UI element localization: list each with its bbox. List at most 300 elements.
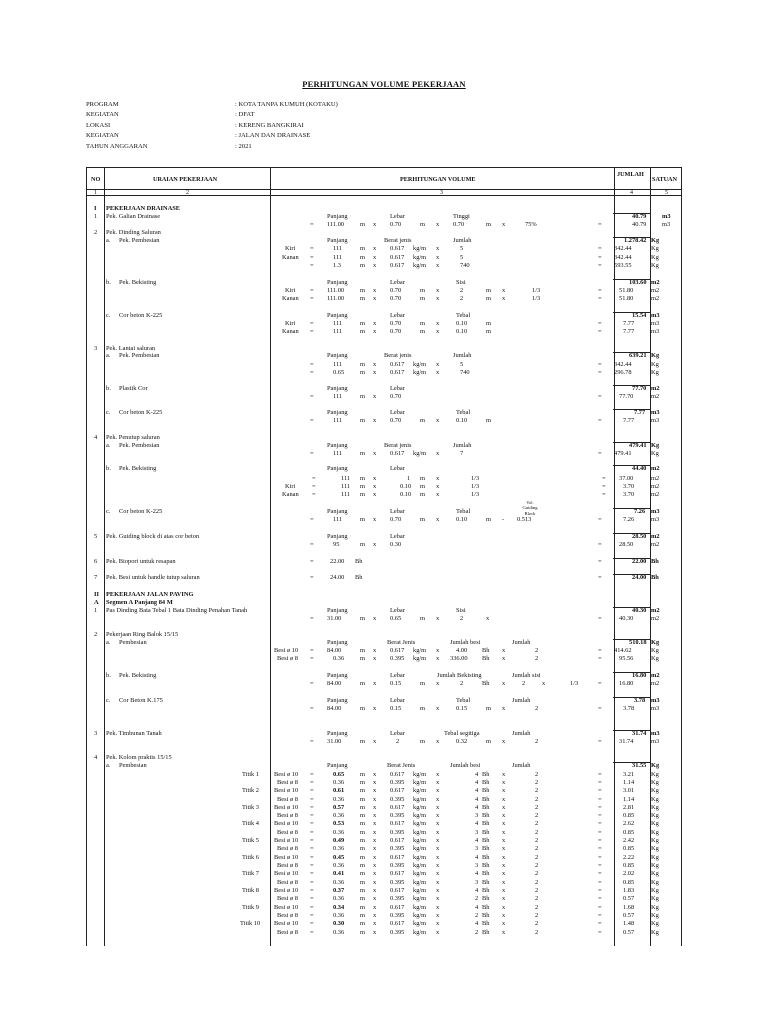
cell-text: = <box>310 904 314 911</box>
cell-text: 16.80 <box>619 680 634 687</box>
cell-text: x <box>502 738 506 745</box>
cell-text: Bh <box>482 887 490 894</box>
cell-text: m3 <box>651 697 660 704</box>
meta-value: : KOTA TANPA KUMUH (KOTAKU) <box>235 101 338 108</box>
cell-text: = <box>598 254 602 261</box>
cell-text: Besi ø 8 <box>277 912 298 919</box>
cell-text: = <box>602 483 606 490</box>
cell-text: 111 <box>341 475 351 482</box>
cell-text: 0.617 <box>390 254 405 261</box>
cell-text: Tinggi <box>453 213 470 220</box>
cell-text: Bh <box>482 680 490 687</box>
cell-text: 0.70 <box>390 287 402 294</box>
cell-text: 3.01 <box>623 787 635 794</box>
cell-text: Kg <box>651 361 659 368</box>
cell-text: = <box>310 812 314 819</box>
cell-text: x <box>502 295 506 302</box>
cell-text: Kg <box>651 870 659 877</box>
cell-text: Bh <box>482 804 490 811</box>
cell-text: Pek. Bekisting <box>119 279 157 286</box>
cell-text: x <box>502 796 506 803</box>
cell-text: 3 <box>475 829 479 836</box>
cell-text: Kg <box>651 862 659 869</box>
cell-text: 0.15 <box>390 680 402 687</box>
cell-text: x <box>373 245 377 252</box>
cell-text: m <box>360 483 365 490</box>
cell-text: m <box>360 361 365 368</box>
cell-text: Panjang <box>327 697 348 704</box>
cell-text: Bh <box>482 845 490 852</box>
cell-text: m <box>420 295 425 302</box>
cell-text: 1/3 <box>471 483 480 490</box>
cell-text: x <box>486 615 490 622</box>
cell-text: Jumlah besi <box>450 639 481 646</box>
cell-text: 0.70 <box>390 295 402 302</box>
cell-text: Kg <box>651 887 659 894</box>
cell-text: x <box>373 450 377 457</box>
cell-text: Titik 3 <box>242 804 259 811</box>
cell-text: Bh <box>355 558 363 565</box>
cell-text: 111 <box>341 483 351 490</box>
cell-text: Kg <box>651 237 660 244</box>
cell-text: m <box>360 647 365 654</box>
cell-text: kg/m <box>413 254 427 261</box>
cell-text: x <box>373 705 377 712</box>
cell-text: 4 <box>475 771 479 778</box>
cell-text: 5 <box>460 361 464 368</box>
cell-text: m2 <box>651 393 660 400</box>
cell-text: 2 <box>535 738 539 745</box>
cell-text: m <box>420 738 425 745</box>
cell-text: Cor beton K-225 <box>119 409 163 416</box>
cell-text: 4 <box>94 754 98 761</box>
cell-text: x <box>502 887 506 894</box>
cell-text: = <box>602 491 606 498</box>
cell-text: 0.36 <box>333 655 345 662</box>
cell-text: 0.57 <box>623 929 635 936</box>
cell-text: x <box>373 787 377 794</box>
cell-text: 1 <box>407 475 411 482</box>
cell-text: 16.80 <box>632 672 647 679</box>
cell-text: 0.617 <box>390 887 405 894</box>
cell-text: 2 <box>94 229 98 236</box>
cell-text: 336.00 <box>450 655 468 662</box>
cell-text: 111 <box>333 320 343 327</box>
cell-text: = <box>310 558 314 565</box>
cell-text: 111 <box>333 245 343 252</box>
cell-text: 3 <box>475 879 479 886</box>
cell-text: 0.395 <box>390 796 405 803</box>
cell-text: m3 <box>651 738 660 745</box>
cell-text: Kg <box>651 254 659 261</box>
cell-text: 0.70 <box>390 393 402 400</box>
cell-text: m <box>360 393 365 400</box>
cell-text: x <box>436 862 440 869</box>
cell-text: 0.10 <box>456 516 468 523</box>
cell-text: 0.617 <box>390 920 405 927</box>
note-line: Guiding <box>522 505 538 511</box>
cell-text: m <box>486 295 491 302</box>
cell-text: x <box>373 320 377 327</box>
cell-text: = <box>310 655 314 662</box>
cell-text: 342.44 <box>614 245 632 252</box>
cell-text: x <box>436 904 440 911</box>
cell-text: Lebar <box>390 533 405 540</box>
cell-text: m <box>360 221 365 228</box>
cell-text: 2 <box>535 804 539 811</box>
cell-text: kg/m <box>413 804 427 811</box>
cell-text: = <box>598 705 602 712</box>
cell-text: 342.44 <box>614 254 632 261</box>
cell-text: 0.36 <box>333 796 345 803</box>
cell-text: x <box>436 221 440 228</box>
cell-text: 0.65 <box>333 771 345 778</box>
cell-text: Kg <box>651 787 659 794</box>
cell-text: m <box>360 820 365 827</box>
cell-text: Panjang <box>327 352 348 359</box>
cell-text: = <box>598 870 602 877</box>
cell-text: 2 <box>535 771 539 778</box>
cell-text: x <box>373 804 377 811</box>
cell-text: 2.42 <box>623 837 635 844</box>
cell-text: 510.18 <box>629 639 647 646</box>
cell-text: x <box>436 870 440 877</box>
cell-text: 0.70 <box>390 320 402 327</box>
cell-text: 28.50 <box>619 541 634 548</box>
cell-text: 2 <box>535 862 539 869</box>
table-body <box>86 196 682 946</box>
meta-value: : KERENG BANGKIRAI <box>235 121 304 129</box>
cell-text: 31.74 <box>632 730 647 737</box>
cell-text: 2 <box>535 929 539 936</box>
cell-text: 0.395 <box>390 812 405 819</box>
total-rule <box>613 730 651 731</box>
meta-row <box>86 142 338 152</box>
cell-text: 4 <box>475 837 479 844</box>
cell-text: kg/m <box>413 812 427 819</box>
cell-text: Jumlah <box>512 762 531 769</box>
cell-text: x <box>502 221 506 228</box>
cell-text: 0.36 <box>333 929 345 936</box>
cell-text: Kg <box>651 895 659 902</box>
cell-text: m <box>420 615 425 622</box>
cell-text: = <box>310 705 314 712</box>
cell-text: 639.21 <box>629 352 647 359</box>
cell-text: x <box>373 854 377 861</box>
cell-text: Kg <box>651 854 659 861</box>
cell-text: x <box>373 887 377 894</box>
cell-text: m <box>360 262 365 269</box>
cell-text: m <box>360 295 365 302</box>
cell-text: Panjang <box>327 508 348 515</box>
col-num-1: 1 <box>94 190 97 196</box>
cell-text: = <box>598 516 602 523</box>
cell-text: x <box>436 829 440 836</box>
cell-text: 2 <box>535 912 539 919</box>
cell-text: 31.00 <box>327 738 342 745</box>
cell-text: 3 <box>475 845 479 852</box>
cell-text: m3 <box>651 705 660 712</box>
cell-text: Kg <box>651 655 659 662</box>
cell-text: Kiri <box>285 483 296 490</box>
cell-text: Kg <box>651 804 659 811</box>
cell-text: = <box>310 804 314 811</box>
total-rule <box>613 639 651 640</box>
cell-text: a. <box>106 237 111 244</box>
cell-text: kg/m <box>413 771 427 778</box>
cell-text: m3 <box>651 328 660 335</box>
cell-text: = <box>310 245 314 252</box>
cell-text: 2 <box>535 655 539 662</box>
cell-text: Kg <box>651 779 659 786</box>
cell-text: m <box>486 221 491 228</box>
cell-text: x <box>436 254 440 261</box>
cell-text: kg/m <box>413 655 427 662</box>
cell-text: = <box>598 904 602 911</box>
cell-text: 111 <box>333 516 343 523</box>
cell-text: 1.83 <box>623 887 635 894</box>
cell-text: 3.70 <box>623 491 635 498</box>
cell-text: Kg <box>651 929 659 936</box>
cell-text: Tebal segitiga <box>444 730 480 737</box>
cell-text: Titik 2 <box>242 787 259 794</box>
cell-text: m <box>486 417 491 424</box>
cell-text: II <box>94 591 99 598</box>
cell-text: x <box>436 837 440 844</box>
cell-text: Kg <box>651 920 659 927</box>
cell-text: Besi ø 10 <box>274 854 299 861</box>
cell-text: 0.37 <box>333 887 345 894</box>
page-title: PERHITUNGAN VOLUME PEKERJAAN <box>302 79 466 89</box>
cell-text: Cor beton K-225 <box>119 508 163 515</box>
cell-text: 37.00 <box>619 475 634 482</box>
cell-text: 0.34 <box>333 904 345 911</box>
cell-text: b. <box>106 385 111 392</box>
cell-text: x <box>436 475 440 482</box>
cell-text: Tebal <box>456 697 471 704</box>
cell-text: = <box>598 295 602 302</box>
cell-text: 0.617 <box>390 245 405 252</box>
cell-text: = <box>310 879 314 886</box>
cell-text: Bh <box>651 558 659 565</box>
cell-text: Panjang <box>327 607 348 614</box>
cell-text: 7.77 <box>623 417 635 424</box>
cell-text: m <box>360 320 365 327</box>
cell-text: Sisi <box>456 607 466 614</box>
cell-text: x <box>436 895 440 902</box>
cell-text: m3 <box>651 312 660 319</box>
cell-text: x <box>373 516 377 523</box>
cell-text: m <box>360 254 365 261</box>
cell-text: = <box>598 796 602 803</box>
cell-text: x <box>502 787 506 794</box>
cell-text: Jumlah <box>453 442 472 449</box>
cell-text: 0.617 <box>390 854 405 861</box>
cell-text: = <box>598 829 602 836</box>
cell-text: m <box>420 475 425 482</box>
cell-text: x <box>436 929 440 936</box>
cell-text: 0.617 <box>390 787 405 794</box>
cell-text: Kg <box>651 639 660 646</box>
cell-text: m <box>360 615 365 622</box>
cell-text: 2.62 <box>623 820 635 827</box>
cell-text: x <box>436 417 440 424</box>
cell-text: kg/m <box>413 912 427 919</box>
cell-text: Kanan <box>282 328 299 335</box>
cell-text: 7 <box>94 574 98 581</box>
cell-text: Bh <box>482 829 490 836</box>
cell-text: 0.85 <box>623 879 635 886</box>
cell-text: 0.30 <box>390 541 402 548</box>
cell-text: x <box>373 771 377 778</box>
cell-text: 2 <box>535 787 539 794</box>
cell-text: 0.395 <box>390 895 405 902</box>
cell-text: 2 <box>460 615 464 622</box>
cell-text: m <box>360 328 365 335</box>
cell-text: 44.40 <box>632 465 647 472</box>
cell-text: 0.53 <box>333 820 345 827</box>
cell-text: x <box>373 870 377 877</box>
cell-text: 414.62 <box>614 647 632 654</box>
cell-text: 3 <box>94 730 98 737</box>
total-rule <box>613 279 651 280</box>
cell-text: 4 <box>475 796 479 803</box>
cell-text: Bh <box>482 796 490 803</box>
cell-text: x <box>373 254 377 261</box>
cell-text: = <box>310 845 314 852</box>
cell-text: Pek. Kolom praktis 15/15 <box>106 754 172 761</box>
total-rule <box>613 762 651 763</box>
col-num-4: 4 <box>630 190 633 196</box>
cell-text: m3 <box>662 213 671 220</box>
cell-text: x <box>373 837 377 844</box>
cell-text: Panjang <box>327 409 348 416</box>
cell-text: x <box>502 804 506 811</box>
cell-text: = <box>598 879 602 886</box>
cell-text: = <box>598 450 602 457</box>
cell-text: = <box>598 574 602 581</box>
cell-text: 5 <box>460 245 464 252</box>
cell-text: x <box>502 879 506 886</box>
cell-text: m <box>360 779 365 786</box>
cell-text: 4 <box>475 887 479 894</box>
cell-text: = <box>310 837 314 844</box>
cell-text: Besi ø 10 <box>274 837 299 844</box>
cell-text: Besi ø 10 <box>274 887 299 894</box>
cell-text: 0.70 <box>390 516 402 523</box>
cell-text: Pekerjaan Ring Balok 15/15 <box>106 631 179 638</box>
cell-text: 0.617 <box>390 804 405 811</box>
cell-text: Kg <box>651 879 659 886</box>
cell-text: m <box>360 287 365 294</box>
cell-text: x <box>373 483 377 490</box>
cell-text: Berat jenis <box>384 352 412 359</box>
cell-text: x <box>373 615 377 622</box>
cell-text: 1/3 <box>471 491 480 498</box>
meta-key: PROGRAM <box>86 101 119 108</box>
cell-text: Pek. Biopori untuk resapan <box>106 558 176 565</box>
cell-text: kg/m <box>413 929 427 936</box>
cell-text: x <box>436 615 440 622</box>
cell-text: Besi ø 8 <box>277 829 298 836</box>
cell-text: 111.00 <box>327 295 345 302</box>
cell-text: = <box>598 287 602 294</box>
cell-text: Pek. Galian Drainase <box>106 213 161 220</box>
cell-text: b. <box>106 465 111 472</box>
cell-text: Kanan <box>282 295 299 302</box>
cell-text: = <box>312 483 316 490</box>
cell-text: x <box>373 879 377 886</box>
cell-text: = <box>598 393 602 400</box>
cell-text: = <box>310 393 314 400</box>
cell-text: 0.395 <box>390 845 405 852</box>
cell-text: Kg <box>651 845 659 852</box>
cell-text: x <box>502 912 506 919</box>
cell-text: 4.00 <box>456 647 468 654</box>
cell-text: 3.78 <box>623 705 635 712</box>
cell-text: m <box>420 320 425 327</box>
cell-text: 40.79 <box>632 221 647 228</box>
cell-text: 0.36 <box>333 895 345 902</box>
cell-text: 2 <box>460 287 464 294</box>
cell-text: m2 <box>651 615 660 622</box>
cell-text: = <box>310 320 314 327</box>
cell-text: Bh <box>482 837 490 844</box>
total-rule <box>613 385 651 386</box>
cell-text: 3.78 <box>634 697 646 704</box>
cell-text: Kiri <box>285 245 296 252</box>
cell-text: = <box>598 417 602 424</box>
cell-text: 0.10 <box>456 320 468 327</box>
cell-text: a. <box>106 762 111 769</box>
cell-text: 2 <box>475 895 479 902</box>
cell-text: Kg <box>651 369 659 376</box>
cell-text: x <box>502 920 506 927</box>
cell-text: = <box>598 541 602 548</box>
meta-row <box>86 131 338 141</box>
cell-text: x <box>436 680 440 687</box>
cell-text: Bh <box>482 879 490 886</box>
cell-text: Besi ø 8 <box>277 862 298 869</box>
cell-text: kg/m <box>413 262 427 269</box>
cell-text: x <box>502 820 506 827</box>
cell-text: Segmen A Panjang 84 M <box>106 599 173 606</box>
cell-text: x <box>502 837 506 844</box>
cell-text: Bh <box>482 929 490 936</box>
vol-guiding-block-note <box>519 500 541 516</box>
cell-text: m2 <box>651 491 660 498</box>
cell-text: Panjang <box>327 533 348 540</box>
cell-text: x <box>436 361 440 368</box>
cell-text: 84.00 <box>327 705 342 712</box>
cell-text: 1/3 <box>532 295 541 302</box>
cell-text: 0.36 <box>333 845 345 852</box>
meta-row <box>86 100 338 110</box>
cell-text: m <box>360 904 365 911</box>
cell-text: x <box>436 328 440 335</box>
cell-text: 0.70 <box>453 221 465 228</box>
cell-text: 0.36 <box>333 779 345 786</box>
cell-text: = <box>310 771 314 778</box>
cell-text: Besi ø 8 <box>277 655 298 662</box>
cell-text: 75% <box>525 221 537 228</box>
cell-text: Kiri <box>285 320 296 327</box>
cell-text: m2 <box>651 385 660 392</box>
cell-text: m <box>360 738 365 745</box>
cell-text: x <box>436 812 440 819</box>
cell-text: 2 <box>535 779 539 786</box>
cell-text: Pek. Pembesian <box>119 442 160 449</box>
